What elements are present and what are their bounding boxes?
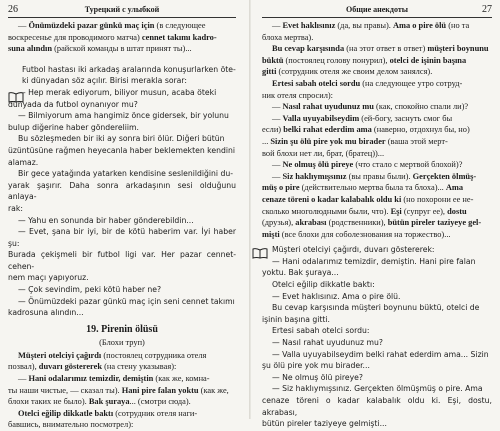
header-rule (8, 17, 236, 18)
translation: блоха мертва). (262, 32, 314, 42)
turkish-phrase: bütün pireler taziyeye gel- (387, 218, 482, 228)
turkish-phrase: Ama (445, 183, 464, 193)
text-run: — (272, 102, 283, 112)
anecdote-line: Bu cevap karşısında müşteri boynunu büktü, otelci de (272, 303, 480, 313)
turkish-phrase: Ertesi sabah otelci sordu (272, 78, 361, 88)
story-line (8, 385, 236, 397)
translation: (как же, (198, 385, 229, 395)
translation: (но та (446, 21, 470, 30)
anecdote-line: Futbol hastası iki arkadaş aralarında konuşurlarken öte- (22, 64, 236, 74)
translation: (да, вы правы). (335, 21, 393, 30)
turkish-phrase: otelci de işinin başına (389, 55, 467, 65)
anecdote-line: ki dünyadan söz açılır. Birisi merakla sorar: (22, 76, 188, 86)
anecdote-line: — Yahu en sonunda bir haber gönderebildin... (18, 215, 194, 225)
left-page-header (8, 4, 236, 16)
anecdote-line: yoktu. Bak şuraya... (262, 268, 339, 278)
translation: (сотрудник отеля же своим делом занялся). (276, 67, 433, 77)
translation: (действительно мертва была та блоха)... (299, 183, 446, 193)
turkish-phrase: Hani pire falan yoktu (121, 385, 199, 395)
anecdote-block (10, 64, 236, 87)
story-line (262, 113, 492, 125)
turkish-phrase: büktü (262, 55, 284, 65)
page-number: 27 (482, 4, 492, 15)
translation: (ей-богу, заснуть смог бы (359, 113, 453, 123)
translation: (постоялец голову понурил), (283, 55, 390, 65)
anecdote-line: üzüntüsüne rağmen heyecanla haber beklemekten kendini (8, 145, 235, 155)
story-line (8, 396, 236, 408)
anecdote-line: Otelci eğilip dikkatle baktı: (272, 280, 375, 290)
story-line (262, 78, 492, 90)
anecdote-line: — Bilmiyorum ama hangimiz önce gidersek, bir yolunu (18, 111, 229, 121)
turkish-phrase: cenaze töreni o kadar kalabalık oldu ki (262, 194, 402, 204)
anecdote-line: Müşteri otelciyi çağırdı, duvarı göstererek: (272, 245, 435, 255)
anecdote-line: — Ne olmuş ölü pireye? (272, 372, 363, 382)
anecdote-line: bütün pireler taziyeye gelmişti... (262, 419, 387, 429)
turkish-phrase: Gerçekten ölmüş- (412, 171, 477, 181)
anecdote-line: — Siz haklıymışsınız. Gerçekten ölmüşmüş o pire. Ama (272, 384, 483, 394)
anecdote-line: bulup diğerine haber göndereliim. (8, 122, 139, 132)
text-run: — (18, 374, 29, 384)
translation: блохи таких не было). (8, 397, 89, 407)
text-run: — (272, 21, 283, 30)
anecdote-line: şu ölü pire yok mu birader... (262, 361, 370, 371)
translation: бавшись, внимательно посмотрел): (8, 420, 134, 430)
translation: (все блохи для соболезнования на торжество)... (279, 229, 451, 239)
translation: (сотрудник отеля наги- (113, 408, 198, 418)
story-line (262, 182, 492, 194)
translation: (как, спокойно спали ли)? (373, 102, 469, 112)
right-page-header (262, 4, 492, 16)
running-title: Турецкий с улыбкой (84, 5, 160, 14)
turkish-phrase: Müşteri otelciyi çağırdı (18, 350, 102, 360)
translation: воскресенье для проводимого матча) (8, 32, 142, 42)
story-subtitle: (Блохи труп) (99, 337, 145, 347)
turkish-phrase: Ama o pire ölü (392, 21, 447, 30)
story-line (262, 194, 492, 206)
anecdote-block-cont (262, 267, 492, 429)
turkish-phrase: gitti (262, 67, 277, 77)
story-line (262, 124, 492, 136)
intro-line (8, 32, 236, 44)
turkish-phrase: Valla uyuyabilseydim (282, 113, 360, 123)
story-line (8, 408, 236, 420)
story-line (262, 90, 492, 102)
page-number: 26 (8, 4, 18, 15)
left-page (0, 0, 250, 430)
text-run: ... (262, 136, 271, 146)
anecdote-line: cenaze töreni o kadar kalabalık oldu ki. Eşi, dostu, akrabası, (262, 396, 492, 417)
right-page (250, 0, 500, 429)
anecdote-line: alamaz. (8, 157, 39, 167)
story-line (262, 229, 492, 241)
translation: (наверно, отдохнул бы, но) (371, 125, 470, 135)
intro-line (8, 20, 236, 32)
translation: вой блохи нет ли, брат, (братец))... (262, 148, 385, 158)
turkish-phrase: dostu (447, 206, 467, 216)
story-text (8, 350, 236, 431)
turkish-phrase: müşteri boynunu (427, 44, 489, 54)
turkish-phrase: müş o pire (262, 183, 300, 193)
turkish-phrase: mişti (262, 229, 280, 239)
story-line (262, 171, 492, 183)
anecdote-line: — Nasıl rahat uyudunuz mu? (272, 338, 383, 348)
story-line (262, 136, 492, 148)
translation: (на этот ответ в ответ) (344, 44, 428, 54)
story-line (262, 32, 492, 44)
anecdote-line: Ertesi sabah otelci sordu: (272, 326, 370, 336)
story-line (262, 206, 492, 218)
turkish-phrase: Bak şuraya (88, 397, 130, 407)
turkish-phrase: Eşi (390, 206, 402, 216)
right-page-body (262, 20, 492, 430)
turkish-phrase: Hani odalarımız temizdir, demiştin (28, 374, 154, 384)
translation: (как же, комна- (153, 374, 210, 384)
translation: (ваша этой мерт- (385, 136, 448, 146)
story-line (262, 55, 492, 67)
running-title: Общие анекдоты (345, 5, 409, 14)
text-run: — (272, 113, 283, 123)
anecdote-block-cont (8, 87, 236, 319)
translation: (друзья), (262, 218, 296, 228)
anecdote-line: yarak şaşırır. Daha sonra arkadaşının sesi olduğunu anlaya- (8, 180, 236, 202)
story-line (262, 43, 492, 55)
story-line (8, 350, 236, 362)
turkish-phrase: suna alındın (8, 44, 52, 54)
anecdote-line: — Valla uyuyabilseydim belki rahat ederdim ama... Sizin (272, 349, 489, 359)
translation: ... (смотри сюда). (129, 397, 191, 407)
story-line (262, 217, 492, 229)
text-run: — (18, 21, 29, 30)
anecdote-line: Bir gece yatağında yatarken kendisine seslenildiğini du- (18, 169, 234, 179)
anecdote-line: kadrosuna alındın... (8, 308, 84, 318)
story-line (262, 101, 492, 113)
anecdote-line: — Önümüzdeki pazar günkü maç için seni cennet takımı (18, 296, 235, 306)
anecdote-line: rak: (8, 203, 23, 213)
turkish-phrase: Ne olmuş ölü pireye (282, 160, 354, 170)
turkish-phrase: akrabası (295, 218, 327, 228)
turkish-phrase: Nasıl rahat uyudunuz mu (282, 102, 374, 112)
text-run: — (272, 160, 283, 170)
turkish-phrase: Bu cevap karşısında (272, 44, 345, 54)
translation: (родственники), (326, 218, 388, 228)
story-text (262, 20, 492, 240)
turkish-phrase: Otelci eğilip dikkatle baktı (18, 408, 114, 418)
translation: (в следующее (154, 21, 206, 30)
turkish-phrase: Sizin şu ölü pire yok mu birader (270, 136, 386, 146)
translation: ты наши чистые, — сказал ты). (8, 385, 122, 395)
translation: (райской команды в штат принят ты)... (52, 44, 192, 54)
anecdote-line: — Evet, şana bir iyi, bir de kötü haberim var. İyi haber şu: (8, 227, 236, 248)
translation: сколько многолюдными были, что). (262, 206, 391, 216)
translation: позвал), (8, 362, 39, 372)
translation: ник отеля спросил): (262, 90, 333, 100)
story-line (8, 361, 236, 373)
turkish-phrase: Siz haklıymışsınız (282, 171, 347, 181)
anecdote-line: Bu sözleşmeden bir iki ay sonra biri ölür. Diğeri bütün (18, 134, 225, 144)
translation: (на следующее утро сотруд- (360, 78, 463, 88)
story-line (8, 419, 236, 431)
anecdote-line: işinin başına gitti. (262, 314, 330, 324)
turkish-phrase: duvarı göstererek (38, 362, 102, 372)
story-line (262, 20, 492, 32)
turkish-phrase: cennet takımı kadro- (141, 32, 217, 42)
translation: (вы правы были). (346, 171, 413, 181)
anecdote-line: Burada çekişmeli bir futbol ligi var. Her pazar cennet-cehen- (8, 250, 236, 271)
anecdote-line: — Çok sevindim, peki kötü haber ne? (18, 285, 162, 295)
anecdote-line: — Evet haklısınız. Ama o pire ölü. (272, 291, 401, 301)
anecdote-line: nem maçı yapıyoruz. (8, 273, 89, 283)
translation: (постоялец сотрудника отеля (101, 350, 207, 360)
anecdote-block (262, 244, 492, 267)
turkish-phrase: belki rahat ederdim ama (283, 125, 372, 135)
story-line (262, 159, 492, 171)
story-title: 19. Pirenin ölüsü (86, 323, 158, 335)
translation: (на стену указывая): (101, 362, 177, 372)
story-line (262, 148, 492, 160)
turkish-phrase: Evet haklısınız (282, 21, 336, 30)
translation: (но похорони ее не- (401, 194, 474, 204)
text-run: — (272, 171, 283, 181)
anecdote-line: dünyada da futbol oynanıyor mu? (8, 99, 138, 109)
left-page-body (8, 20, 236, 431)
story-line (8, 373, 236, 385)
intro-line (8, 43, 236, 55)
translation: (супруг ее), (401, 206, 448, 216)
turkish-phrase: Önümüzdeki pazar günkü maç için (28, 21, 155, 30)
header-rule (262, 17, 492, 18)
anecdote-line: — Hani odalarımız temizdir, demiştin. Hani pire falan (272, 256, 476, 266)
translation: (что стало с мертвой блохой)? (353, 160, 463, 170)
anecdote-line: — Hep merak ediyorum, biliyor musun, acaba öteki (18, 87, 217, 97)
story-line (262, 66, 492, 78)
translation: если) (262, 125, 284, 135)
